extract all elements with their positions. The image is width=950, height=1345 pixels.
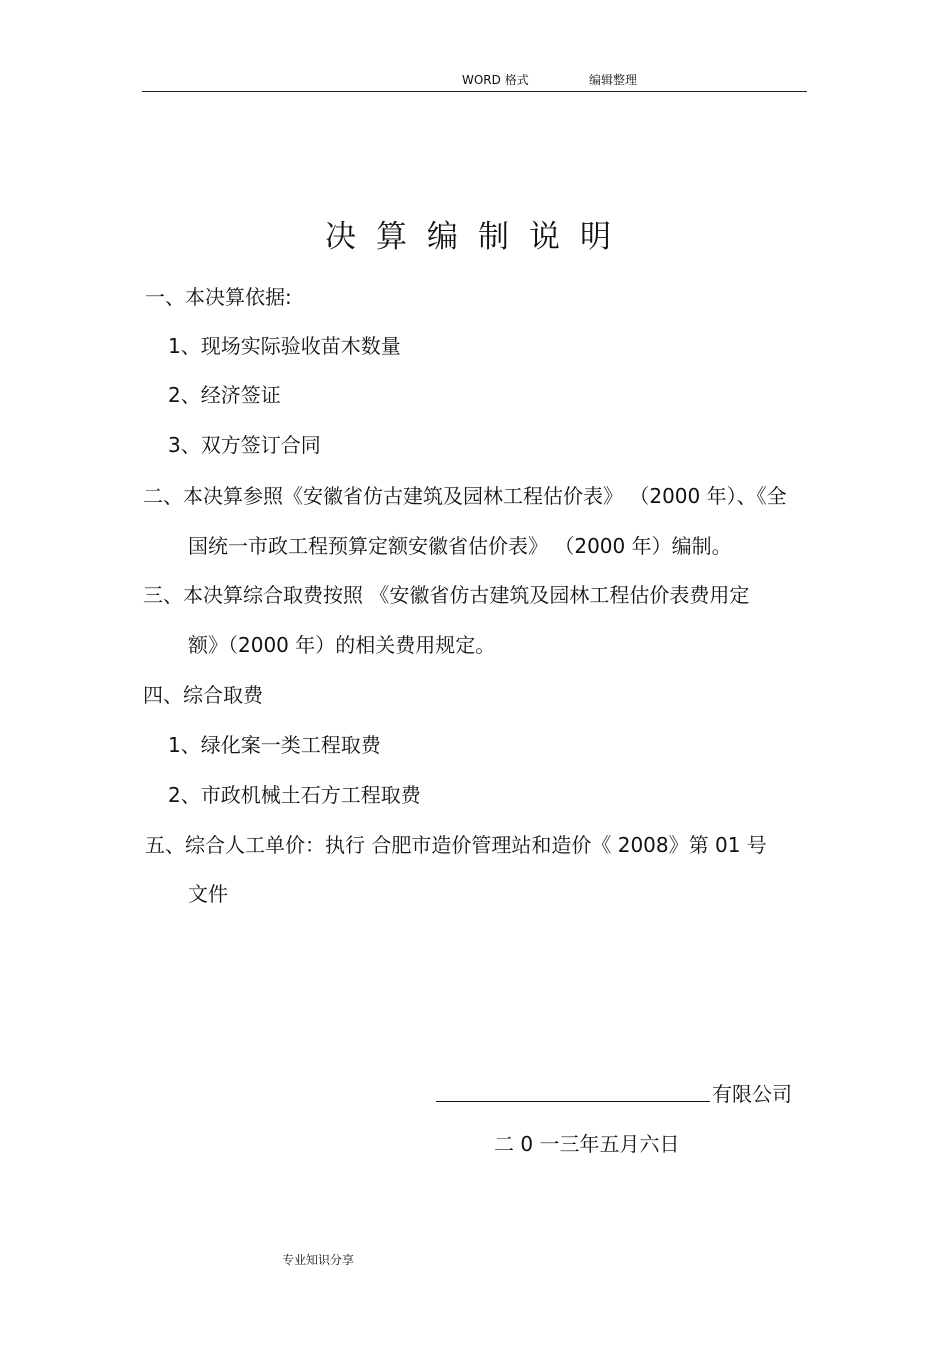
section-5-line-2: 文件 [188, 882, 228, 906]
section-1-item-2: 2、经济签证 [168, 383, 281, 407]
section-4-item-2: 2、市政机械土石方工程取费 [168, 783, 421, 807]
section-1-heading: 一、本决算依据: [145, 285, 292, 309]
section-2-line-1: 二、本决算参照《安徽省仿古建筑及园林工程估价表》 （2000 年）、《全 [143, 484, 787, 508]
section-4-item-1: 1、绿化案一类工程取费 [168, 733, 381, 757]
section-4-heading: 四、综合取费 [143, 683, 263, 707]
page-title: 决算编制说明 [325, 219, 631, 255]
section-1-item-1: 1、现场实际验收苗木数量 [168, 334, 401, 358]
signature-date: 二 0 一三年五月六日 [494, 1132, 680, 1156]
header-right-text: 编辑整理 [589, 73, 638, 87]
header-divider [142, 91, 807, 92]
company-name-blank [436, 1101, 710, 1102]
section-2-line-2: 国统一市政工程预算定额安徽省估价表》 （2000 年）编制。 [188, 534, 732, 558]
footer-text: 专业知识分享 [282, 1253, 355, 1267]
header-left-text: WORD 格式 [462, 73, 529, 87]
section-3-line-2: 额》（2000 年）的相关费用规定。 [188, 633, 496, 657]
section-1-item-3: 3、双方签订合同 [168, 433, 321, 457]
section-3-line-1: 三、本决算综合取费按照 《安徽省仿古建筑及园林工程估价表费用定 [143, 583, 750, 607]
company-suffix: 有限公司 [712, 1082, 792, 1106]
section-5-line-1: 五、综合人工单价：执行 合肥市造价管理站和造价《 2008》第 01 号 [145, 833, 767, 857]
